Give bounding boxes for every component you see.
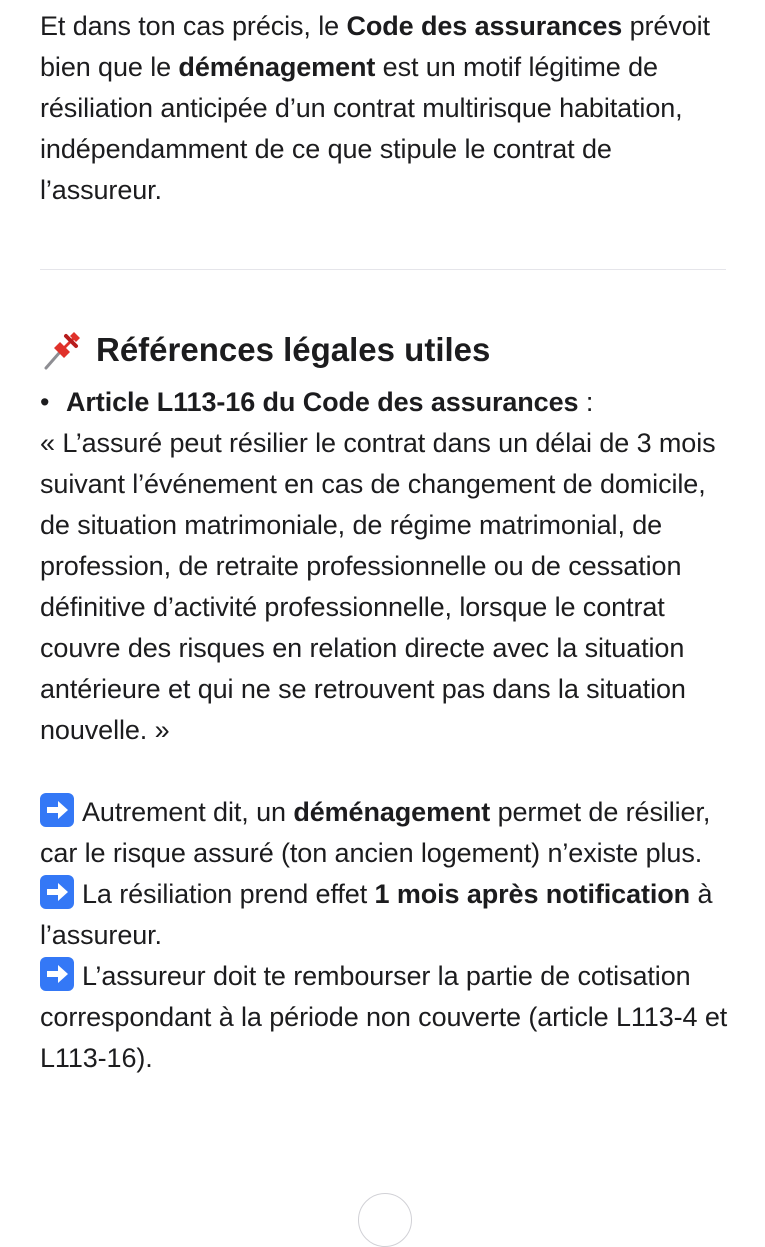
intro-text-3: est un motif légitime de résiliation anticipée d’un contrat multirisque habitation, indépendamment de ce que stipule le contrat de l’assureur.: [40, 52, 683, 205]
point-1-text-2: permet de résilier, car le risque assuré (ton ancien logement) n’existe plus.: [40, 797, 711, 868]
right-arrow-icon: [40, 957, 74, 991]
article-quote: « L’assuré peut résilier le contrat dans un délai de 3 mois suivant l’événement en cas de changement de domicile, de situation matrimoniale, de régime matrimonial, de profession, de retraite professionnelle ou de cessation définitive d’activité professionnelle, lorsque le contrat couvre des risques en relation directe avec la situation antérieure et qui ne se retrouvent pas dans la situation nouvelle. »: [40, 428, 716, 745]
point-2-text-1: La résiliation prend effet: [82, 879, 375, 909]
article-colon: :: [578, 387, 594, 417]
section-title: Références légales utiles: [96, 331, 491, 368]
section-heading: [40, 328, 730, 372]
right-arrow-icon: [40, 875, 74, 909]
point-1-text-1: Autrement dit, un: [82, 797, 294, 827]
article-item: [40, 382, 730, 423]
bullet-mark: •: [40, 387, 50, 417]
point-2-text-2: à l’assureur.: [40, 879, 713, 950]
point-2: [40, 874, 730, 956]
intro-bold-code: Code des assurances: [346, 11, 623, 41]
intro-text-2: prévoit bien que le: [40, 11, 710, 82]
article-name: Article L113-16 du Code des assurances: [66, 387, 579, 417]
intro-text-1: Et dans ton cas précis, le: [40, 11, 347, 41]
intro-bold-demenagement: déménagement: [178, 52, 376, 82]
intro-paragraph: [40, 6, 730, 211]
scroll-to-bottom-button[interactable]: [358, 1193, 412, 1247]
point-1: [40, 792, 730, 874]
point-1-bold: déménagement: [293, 797, 491, 827]
point-2-bold: 1 mois après notification: [374, 879, 691, 909]
section-divider: [40, 269, 726, 270]
pushpin-icon: [40, 328, 84, 372]
point-3: [40, 956, 730, 1079]
message-content: [40, 6, 730, 1079]
right-arrow-icon: [40, 793, 74, 827]
point-3-text: L’assureur doit te rembourser la partie de cotisation correspondant à la période non couverte (article L113-4 et L113-16).: [40, 961, 728, 1073]
